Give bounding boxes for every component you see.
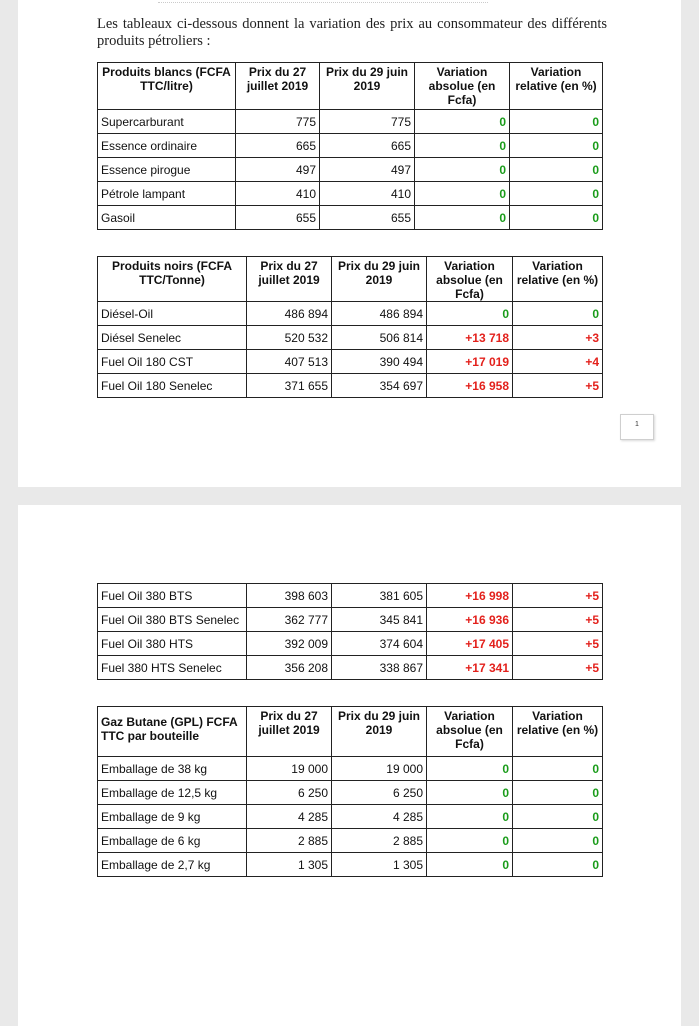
cell-var-abs: 0 bbox=[415, 110, 510, 134]
cell-price-july: 398 603 bbox=[247, 584, 332, 608]
intro-paragraph: Les tableaux ci-dessous donnent la variation des prix au consommateur des différents produits pétroliers : bbox=[97, 16, 607, 49]
cell-var-abs: +16 958 bbox=[427, 374, 513, 398]
cell-price-june: 1 305 bbox=[332, 853, 427, 877]
cell-var-abs: 0 bbox=[427, 781, 513, 805]
cell-price-june: 506 814 bbox=[332, 326, 427, 350]
table-row bbox=[98, 206, 603, 230]
cell-price-july: 486 894 bbox=[247, 302, 332, 326]
table-row bbox=[98, 110, 603, 134]
cell-product: Emballage de 6 kg bbox=[98, 829, 247, 853]
header-product: Produits blancs (FCFA TTC/litre) bbox=[98, 63, 236, 110]
cell-product: Essence ordinaire bbox=[98, 134, 236, 158]
table-row bbox=[98, 326, 603, 350]
cell-price-june: 374 604 bbox=[332, 632, 427, 656]
cell-var-rel: 0 bbox=[513, 805, 603, 829]
cell-var-rel: 0 bbox=[513, 781, 603, 805]
cell-var-rel: 0 bbox=[513, 757, 603, 781]
cell-price-july: 19 000 bbox=[247, 757, 332, 781]
cell-var-rel: +5 bbox=[513, 374, 603, 398]
cell-product: Emballage de 12,5 kg bbox=[98, 781, 247, 805]
cell-var-rel: +5 bbox=[513, 632, 603, 656]
cell-product: Fuel Oil 380 BTS bbox=[98, 584, 247, 608]
cell-price-june: 497 bbox=[320, 158, 415, 182]
cell-product: Fuel Oil 180 Senelec bbox=[98, 374, 247, 398]
cell-price-july: 371 655 bbox=[247, 374, 332, 398]
header-price-june: Prix du 29 juin 2019 bbox=[320, 63, 415, 110]
cell-var-abs: 0 bbox=[427, 805, 513, 829]
header-variation-relative: Variation relative (en %) bbox=[513, 707, 603, 757]
cell-price-july: 497 bbox=[236, 158, 320, 182]
cell-price-july: 362 777 bbox=[247, 608, 332, 632]
table-row bbox=[98, 632, 603, 656]
cell-price-july: 775 bbox=[236, 110, 320, 134]
cell-product: Emballage de 38 kg bbox=[98, 757, 247, 781]
table-row bbox=[98, 302, 603, 326]
cell-product: Supercarburant bbox=[98, 110, 236, 134]
cell-price-july: 6 250 bbox=[247, 781, 332, 805]
cell-price-june: 381 605 bbox=[332, 584, 427, 608]
header-variation-relative: Variation relative (en %) bbox=[510, 63, 603, 110]
cell-price-june: 4 285 bbox=[332, 805, 427, 829]
cell-var-rel: 0 bbox=[510, 158, 603, 182]
cell-var-rel: 0 bbox=[510, 182, 603, 206]
table-row bbox=[98, 829, 603, 853]
table-row bbox=[98, 656, 603, 680]
table-produits-blancs bbox=[97, 62, 603, 230]
header-product: Produits noirs (FCFA TTC/Tonne) bbox=[98, 257, 247, 302]
cut-off-text-line bbox=[158, 0, 488, 3]
cell-product: Emballage de 2,7 kg bbox=[98, 853, 247, 877]
cell-price-july: 356 208 bbox=[247, 656, 332, 680]
header-variation-relative: Variation relative (en %) bbox=[513, 257, 603, 302]
table-row bbox=[98, 781, 603, 805]
cell-var-rel: 0 bbox=[510, 134, 603, 158]
cell-price-july: 392 009 bbox=[247, 632, 332, 656]
table-row bbox=[98, 350, 603, 374]
cell-price-june: 775 bbox=[320, 110, 415, 134]
cell-var-abs: 0 bbox=[427, 829, 513, 853]
cell-var-abs: +17 405 bbox=[427, 632, 513, 656]
cell-price-june: 390 494 bbox=[332, 350, 427, 374]
cell-price-june: 2 885 bbox=[332, 829, 427, 853]
cell-product: Gasoil bbox=[98, 206, 236, 230]
cell-var-rel: 0 bbox=[513, 829, 603, 853]
header-price-july: Prix du 27 juillet 2019 bbox=[247, 707, 332, 757]
table-row bbox=[98, 757, 603, 781]
cell-product: Fuel Oil 380 BTS Senelec bbox=[98, 608, 247, 632]
cell-price-july: 1 305 bbox=[247, 853, 332, 877]
table-produits-noirs bbox=[97, 256, 603, 398]
cell-product: Essence pirogue bbox=[98, 158, 236, 182]
cell-var-abs: 0 bbox=[415, 182, 510, 206]
header-price-june: Prix du 29 juin 2019 bbox=[332, 707, 427, 757]
cell-price-june: 19 000 bbox=[332, 757, 427, 781]
cell-var-rel: 0 bbox=[513, 853, 603, 877]
cell-product: Fuel Oil 180 CST bbox=[98, 350, 247, 374]
cell-price-june: 338 867 bbox=[332, 656, 427, 680]
table-row bbox=[98, 374, 603, 398]
table-produits-noirs-suite bbox=[97, 583, 603, 680]
header-variation-absolute: Variation absolue (en Fcfa) bbox=[427, 257, 513, 302]
header-product: Gaz Butane (GPL) FCFA TTC par bouteille bbox=[98, 707, 247, 757]
cell-var-rel: +5 bbox=[513, 608, 603, 632]
cell-var-abs: 0 bbox=[415, 206, 510, 230]
cell-var-abs: 0 bbox=[427, 302, 513, 326]
cell-var-abs: +17 341 bbox=[427, 656, 513, 680]
table-row bbox=[98, 158, 603, 182]
cell-price-june: 665 bbox=[320, 134, 415, 158]
cell-var-rel: +3 bbox=[513, 326, 603, 350]
cell-var-abs: +13 718 bbox=[427, 326, 513, 350]
table-gaz-butane bbox=[97, 706, 603, 877]
cell-var-abs: +17 019 bbox=[427, 350, 513, 374]
table-header-row bbox=[98, 257, 603, 302]
cell-price-july: 2 885 bbox=[247, 829, 332, 853]
table-row bbox=[98, 805, 603, 829]
cell-price-july: 410 bbox=[236, 182, 320, 206]
cell-price-july: 520 532 bbox=[247, 326, 332, 350]
cell-product: Pétrole lampant bbox=[98, 182, 236, 206]
header-variation-absolute: Variation absolue (en Fcfa) bbox=[415, 63, 510, 110]
cell-price-june: 6 250 bbox=[332, 781, 427, 805]
cell-var-abs: 0 bbox=[427, 757, 513, 781]
cell-price-june: 354 697 bbox=[332, 374, 427, 398]
header-price-june: Prix du 29 juin 2019 bbox=[332, 257, 427, 302]
cell-price-july: 407 513 bbox=[247, 350, 332, 374]
header-variation-absolute: Variation absolue (en Fcfa) bbox=[427, 707, 513, 757]
cell-product: Emballage de 9 kg bbox=[98, 805, 247, 829]
page-number-badge: 1 bbox=[620, 414, 654, 440]
cell-price-june: 486 894 bbox=[332, 302, 427, 326]
cell-product: Fuel Oil 380 HTS bbox=[98, 632, 247, 656]
cell-price-june: 655 bbox=[320, 206, 415, 230]
table-row bbox=[98, 134, 603, 158]
cell-product: Diésel-Oil bbox=[98, 302, 247, 326]
table-row bbox=[98, 608, 603, 632]
cell-price-july: 665 bbox=[236, 134, 320, 158]
cell-var-rel: +5 bbox=[513, 584, 603, 608]
cell-product: Diésel Senelec bbox=[98, 326, 247, 350]
table-row bbox=[98, 584, 603, 608]
cell-var-abs: 0 bbox=[427, 853, 513, 877]
cell-price-june: 345 841 bbox=[332, 608, 427, 632]
table-header-row bbox=[98, 707, 603, 757]
cell-var-rel: 0 bbox=[513, 302, 603, 326]
cell-var-abs: 0 bbox=[415, 158, 510, 182]
table-row bbox=[98, 182, 603, 206]
cell-var-rel: +5 bbox=[513, 656, 603, 680]
table-row bbox=[98, 853, 603, 877]
cell-var-rel: 0 bbox=[510, 110, 603, 134]
cell-var-rel: 0 bbox=[510, 206, 603, 230]
cell-price-june: 410 bbox=[320, 182, 415, 206]
cell-var-rel: +4 bbox=[513, 350, 603, 374]
header-price-july: Prix du 27 juillet 2019 bbox=[247, 257, 332, 302]
cell-var-abs: +16 998 bbox=[427, 584, 513, 608]
cell-product: Fuel 380 HTS Senelec bbox=[98, 656, 247, 680]
cell-var-abs: +16 936 bbox=[427, 608, 513, 632]
cell-price-july: 655 bbox=[236, 206, 320, 230]
cell-var-abs: 0 bbox=[415, 134, 510, 158]
cell-price-july: 4 285 bbox=[247, 805, 332, 829]
header-price-july: Prix du 27 juillet 2019 bbox=[236, 63, 320, 110]
table-header-row bbox=[98, 63, 603, 110]
